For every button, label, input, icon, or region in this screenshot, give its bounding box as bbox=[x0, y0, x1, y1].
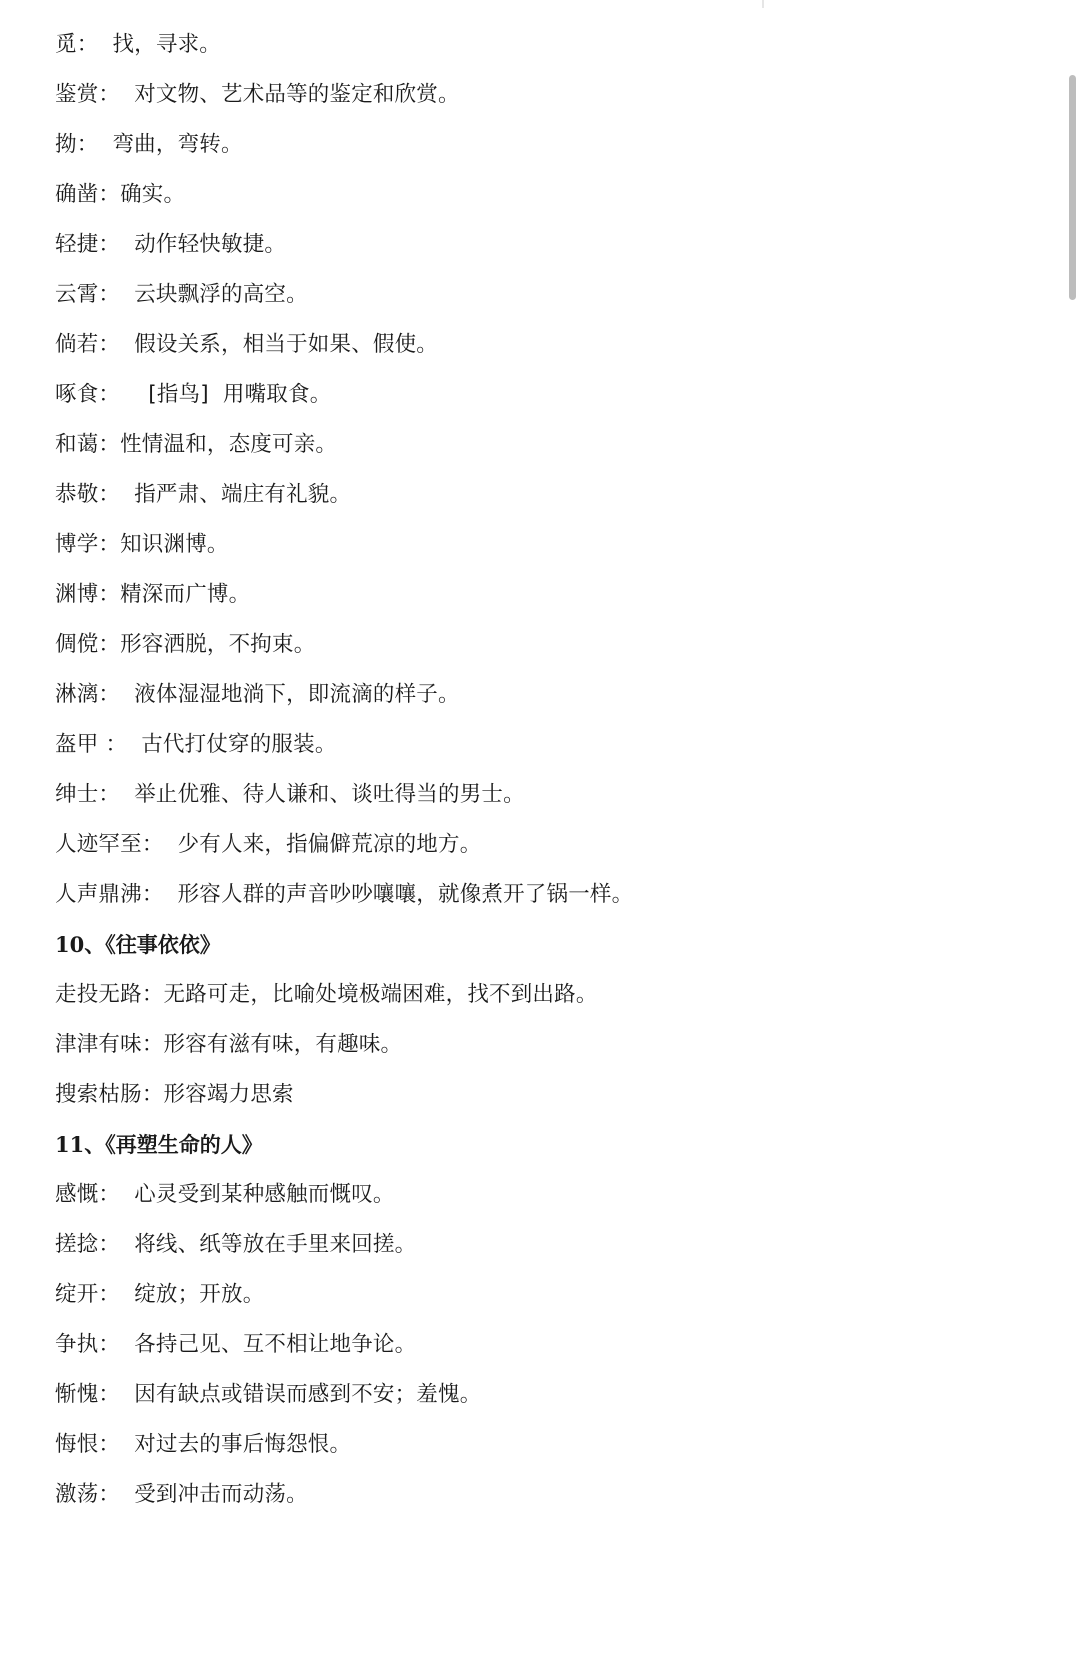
vocab-definition: 形容竭力思索 bbox=[163, 1082, 294, 1107]
scrollbar-thumb[interactable] bbox=[1069, 75, 1076, 300]
term-separator: ： bbox=[98, 782, 135, 807]
vocab-definition: 弯曲，弯转。 bbox=[112, 132, 243, 157]
vocab-definition: 受到冲击而动荡。 bbox=[134, 1482, 308, 1507]
term-separator: ： bbox=[98, 532, 121, 557]
vocab-entry bbox=[55, 1270, 1015, 1320]
vocab-term: 搓捻 bbox=[55, 1232, 99, 1257]
vocab-term: 淋漓 bbox=[55, 682, 99, 707]
vocab-definition: 心灵受到某种感触而慨叹。 bbox=[134, 1182, 395, 1207]
vocab-definition: 找，寻求。 bbox=[112, 32, 221, 57]
vocab-definition: 确实。 bbox=[120, 182, 186, 207]
vocab-definition: 动作轻快敏捷。 bbox=[134, 232, 287, 257]
vocab-entry bbox=[55, 1320, 1015, 1370]
vocab-entry bbox=[55, 1420, 1015, 1470]
vocab-entry bbox=[55, 170, 1015, 220]
vocab-definition: 将线、纸等放在手里来回搓。 bbox=[134, 1232, 417, 1257]
vocab-entry bbox=[55, 820, 1015, 870]
vocab-entry bbox=[55, 1070, 1015, 1120]
vocab-definition: 形容人群的声音吵吵嚷嚷，就像煮开了锅一样。 bbox=[177, 882, 634, 907]
top-edge-mark bbox=[762, 0, 764, 8]
vocab-term: 确凿 bbox=[55, 182, 99, 207]
vocab-entry bbox=[55, 20, 1015, 70]
vocab-definition: 液体湿湿地淌下，即流滴的样子。 bbox=[134, 682, 460, 707]
term-separator: ： bbox=[141, 1032, 164, 1057]
vocab-term: 博学 bbox=[55, 532, 99, 557]
term-separator: ： bbox=[141, 982, 164, 1007]
vocab-term: 倜傥 bbox=[55, 632, 99, 657]
vocab-definition: [指鸟] 用嘴取食。 bbox=[148, 382, 332, 407]
term-separator: ： bbox=[98, 1332, 135, 1357]
term-separator: ： bbox=[98, 1182, 135, 1207]
section-heading: 10、《往事依依》 bbox=[55, 932, 221, 957]
vocab-definition: 形容洒脱，不拘束。 bbox=[120, 632, 316, 657]
term-separator: ： bbox=[98, 82, 135, 107]
vertical-scrollbar[interactable] bbox=[1064, 70, 1080, 310]
term-separator: ： bbox=[98, 282, 135, 307]
vocab-term: 盔甲 bbox=[55, 732, 99, 757]
vocab-entry bbox=[55, 770, 1015, 820]
vocab-entry bbox=[55, 120, 1015, 170]
vocab-entry bbox=[55, 220, 1015, 270]
vocab-term: 搜索枯肠 bbox=[55, 1082, 142, 1107]
vocab-term: 觅 bbox=[55, 32, 77, 57]
vocab-definition: 形容有滋有味，有趣味。 bbox=[163, 1032, 403, 1057]
term-separator: ： bbox=[98, 1382, 135, 1407]
term-separator: ： bbox=[98, 732, 142, 757]
vocab-term: 恭敬 bbox=[55, 482, 99, 507]
vocab-entry bbox=[55, 1220, 1015, 1270]
term-separator: ： bbox=[98, 432, 121, 457]
section-heading: 11、《再塑生命的人》 bbox=[55, 1132, 263, 1157]
vocab-term: 悔恨 bbox=[55, 1432, 99, 1457]
vocab-term: 啄食 bbox=[55, 382, 99, 407]
vocab-entry bbox=[55, 320, 1015, 370]
vocab-entry bbox=[55, 420, 1015, 470]
vocab-term: 渊博 bbox=[55, 582, 99, 607]
document-body bbox=[55, 20, 1015, 1520]
vocab-entry bbox=[55, 620, 1015, 670]
term-separator: ： bbox=[98, 632, 121, 657]
vocab-definition: 因有缺点或错误而感到不安；羞愧。 bbox=[134, 1382, 482, 1407]
term-separator: ： bbox=[98, 482, 135, 507]
vocab-entry bbox=[55, 370, 1015, 420]
term-separator: ： bbox=[98, 1282, 135, 1307]
vocab-definition: 指严肃、端庄有礼貌。 bbox=[134, 482, 352, 507]
vocab-definition: 知识渊博。 bbox=[120, 532, 229, 557]
term-separator: ： bbox=[98, 1432, 135, 1457]
vocab-entry bbox=[55, 1470, 1015, 1520]
vocab-entry bbox=[55, 70, 1015, 120]
vocab-term: 轻捷 bbox=[55, 232, 99, 257]
vocab-entry bbox=[55, 970, 1015, 1020]
vocab-definition: 性情温和，态度可亲。 bbox=[120, 432, 338, 457]
vocab-definition: 精深而广博。 bbox=[120, 582, 251, 607]
vocab-entry bbox=[55, 870, 1015, 920]
term-separator: ： bbox=[98, 582, 121, 607]
vocab-entry bbox=[55, 1170, 1015, 1220]
vocab-term: 绽开 bbox=[55, 1282, 99, 1307]
vocab-term: 惭愧 bbox=[55, 1382, 99, 1407]
vocab-term: 倘若 bbox=[55, 332, 99, 357]
vocab-entry bbox=[55, 470, 1015, 520]
vocab-term: 和蔼 bbox=[55, 432, 99, 457]
term-separator: ： bbox=[98, 682, 135, 707]
term-separator: ： bbox=[98, 1232, 135, 1257]
vocab-term: 激荡 bbox=[55, 1482, 99, 1507]
vocab-term: 绅士 bbox=[55, 782, 99, 807]
vocab-term: 人迹罕至 bbox=[55, 832, 142, 857]
vocab-term: 走投无路 bbox=[55, 982, 142, 1007]
term-separator: ： bbox=[141, 1082, 164, 1107]
term-separator: ： bbox=[98, 232, 135, 257]
vocab-definition: 各持己见、互不相让地争论。 bbox=[134, 1332, 417, 1357]
vocab-definition: 对过去的事后悔怨恨。 bbox=[134, 1432, 352, 1457]
vocab-definition: 绽放；开放。 bbox=[134, 1282, 265, 1307]
vocab-term: 云霄 bbox=[55, 282, 99, 307]
vocab-term: 人声鼎沸 bbox=[55, 882, 142, 907]
vocab-definition: 无路可走，比喻处境极端困难，找不到出路。 bbox=[163, 982, 598, 1007]
vocab-definition: 云块飘浮的高空。 bbox=[134, 282, 308, 307]
term-separator: ： bbox=[141, 882, 178, 907]
term-separator: ： bbox=[141, 832, 178, 857]
vocab-definition: 古代打仗穿的服装。 bbox=[141, 732, 337, 757]
vocab-definition: 少有人来，指偏僻荒凉的地方。 bbox=[177, 832, 482, 857]
vocab-definition: 举止优雅、待人谦和、谈吐得当的男士。 bbox=[134, 782, 525, 807]
term-separator: ： bbox=[76, 132, 113, 157]
term-separator: ： bbox=[98, 382, 149, 407]
vocab-entry bbox=[55, 270, 1015, 320]
vocab-definition: 对文物、艺术品等的鉴定和欣赏。 bbox=[134, 82, 460, 107]
vocab-term: 鉴赏 bbox=[55, 82, 99, 107]
term-separator: ： bbox=[98, 1482, 135, 1507]
vocab-entry bbox=[55, 570, 1015, 620]
term-separator: ： bbox=[98, 182, 121, 207]
vocab-definition: 假设关系，相当于如果、假使。 bbox=[134, 332, 438, 357]
vocab-term: 感慨 bbox=[55, 1182, 99, 1207]
vocab-term: 津津有味 bbox=[55, 1032, 142, 1057]
vocab-entry bbox=[55, 720, 1015, 770]
vocab-entry bbox=[55, 520, 1015, 570]
vocab-term: 拗 bbox=[55, 132, 77, 157]
vocab-entry bbox=[55, 670, 1015, 720]
term-separator: ： bbox=[98, 332, 135, 357]
vocab-term: 争执 bbox=[55, 1332, 99, 1357]
term-separator: ： bbox=[76, 32, 113, 57]
vocab-entry bbox=[55, 1020, 1015, 1070]
vocab-entry bbox=[55, 1370, 1015, 1420]
